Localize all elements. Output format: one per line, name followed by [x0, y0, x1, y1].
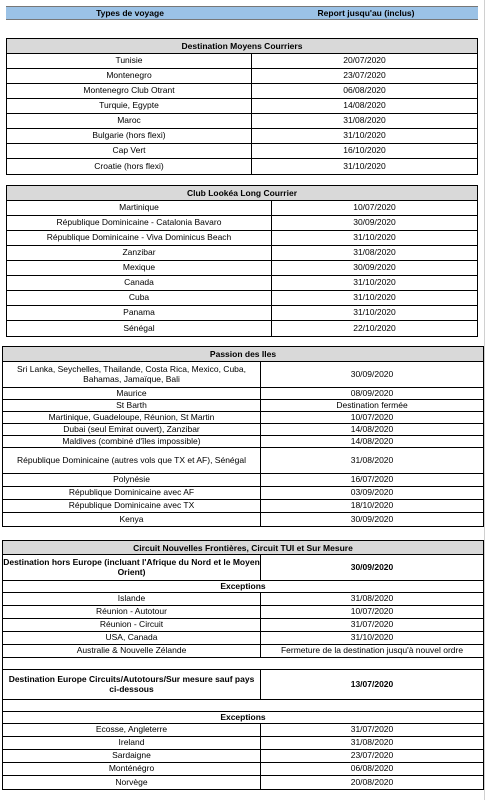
table-row [7, 99, 477, 114]
date-cell: 31/08/2020 [350, 593, 394, 604]
table-row [7, 144, 477, 159]
table-row [7, 69, 477, 84]
section-title: Passion des Iles [3, 347, 483, 362]
destination-cell: USA, Canada [3, 632, 261, 644]
table-row [3, 474, 483, 487]
section-title: Destination Moyens Courriers [7, 39, 477, 54]
table-row [3, 362, 483, 388]
date-cell: 31/10/2020 [343, 130, 386, 141]
destination-cell: Canada [7, 276, 272, 290]
date-cell: 31/08/2020 [353, 247, 396, 258]
section-title: Circuit Nouvelles Frontières, Circuit TUI et Sur Mesure [3, 541, 483, 555]
date-cell: 31/07/2020 [350, 619, 394, 630]
destination-cell: Panama [7, 306, 272, 320]
destination-cell: Ireland [3, 737, 261, 749]
date-cell: 31/08/2020 [343, 115, 386, 126]
destination-cell: République Dominicaine (autres vols que TX et AF), Sénégal [3, 448, 261, 473]
table-row [7, 54, 477, 69]
date-cell: 31/08/2020 [350, 454, 394, 465]
table-row [3, 412, 483, 424]
table-row [3, 487, 483, 500]
table-row [3, 400, 483, 412]
date-cell: 31/10/2020 [353, 232, 396, 243]
table-row [7, 216, 477, 231]
table-row [3, 632, 483, 645]
empty-cell [3, 700, 483, 711]
table-row [3, 424, 483, 436]
destination-cell: Tunisie [7, 54, 252, 68]
destination-cell: République Dominicaine avec TX [3, 500, 261, 512]
table-row [7, 201, 477, 216]
section-circuits [2, 540, 484, 790]
table-row [3, 645, 483, 658]
date-cell: 30/09/2020 [353, 217, 396, 228]
destination-cell: Réunion - Autotour [3, 606, 261, 618]
date-cell: 30/09/2020 [353, 262, 396, 273]
destination-cell: Ecosse, Angleterre [3, 724, 261, 736]
exceptions-row [3, 581, 483, 593]
destination-cell: Cuba [7, 291, 272, 305]
destination-cell: Réunion - Circuit [3, 619, 261, 631]
destination-cell: Bulgarie (hors flexi) [7, 129, 252, 143]
table-row [7, 231, 477, 246]
empty-row [3, 658, 483, 670]
destination-cell: Maurice [3, 388, 261, 399]
destination-cell: Maroc [7, 114, 252, 128]
destination-cell: Martinique [7, 201, 272, 215]
destination-cell: Montenegro [7, 69, 252, 83]
date-cell: 31/10/2020 [353, 277, 396, 288]
date-cell: 30/09/2020 [350, 513, 394, 524]
date-cell: Destination fermée [336, 399, 408, 410]
column-gridline [484, 0, 485, 800]
table-row [3, 750, 483, 763]
destination-cell: Sri Lanka, Seychelles, Thailande, Costa Rica, Mexico, Cuba, Bahamas, Jamaïque, Bali [3, 362, 261, 387]
table-row [3, 606, 483, 619]
empty-cell [3, 658, 483, 669]
destination-cell: Maldives (combiné d'îles impossible) [3, 436, 261, 447]
table-row [7, 114, 477, 129]
date-cell: 14/08/2020 [350, 423, 394, 434]
destination-cell: Kenya [3, 513, 261, 526]
exceptions-label: Exceptions [220, 580, 266, 591]
table-row [3, 555, 483, 581]
destination-cell: Islande [3, 593, 261, 605]
date-cell: 30/09/2020 [350, 561, 394, 572]
date-cell: 31/10/2020 [343, 160, 386, 171]
destination-cell: Destination Europe Circuits/Autotours/Sur mesure sauf pays ci-dessous [3, 670, 261, 699]
date-cell: 16/10/2020 [343, 145, 386, 156]
table-row [3, 436, 483, 448]
exceptions-label: Exceptions [220, 711, 266, 722]
table-row [3, 388, 483, 400]
date-cell: 31/07/2020 [350, 724, 394, 735]
empty-row [3, 700, 483, 712]
destination-cell: Norvège [3, 776, 261, 789]
table-row [7, 159, 477, 174]
table-row [7, 276, 477, 291]
table-row [7, 261, 477, 276]
table-row [7, 291, 477, 306]
date-cell: 10/07/2020 [350, 606, 394, 617]
destination-cell: Zanzibar [7, 246, 272, 260]
date-cell: 30/09/2020 [350, 368, 394, 379]
destination-cell: Sardaigne [3, 750, 261, 762]
date-cell: 23/07/2020 [350, 750, 394, 761]
table-row [3, 670, 483, 700]
table-row [3, 448, 483, 474]
date-cell: 13/07/2020 [350, 678, 394, 689]
date-cell: Fermeture de la destination jusqu'à nouvel ordre [280, 645, 464, 656]
date-cell: 10/07/2020 [353, 202, 396, 213]
date-cell: 31/08/2020 [350, 737, 394, 748]
destination-cell: Mexique [7, 261, 272, 275]
destination-cell: République Dominicaine - Viva Dominicus Beach [7, 231, 272, 245]
section-passion-des-iles [2, 346, 484, 527]
destination-cell: Australie & Nouvelle Zélande [3, 645, 261, 657]
table-row [7, 321, 477, 336]
destination-cell: Croatie (hors flexi) [7, 159, 252, 174]
section-club-lookea [6, 185, 478, 337]
destination-cell: Montenegro Club Otrant [7, 84, 252, 98]
table-row [3, 513, 483, 526]
destination-cell: République Dominicaine - Catalonia Bavaro [7, 216, 272, 230]
date-cell: 14/08/2020 [343, 100, 386, 111]
destination-cell: Sénégal [7, 321, 272, 336]
section-title: Club Lookéa Long Courrier [7, 186, 477, 201]
destination-cell: Polynésie [3, 474, 261, 486]
section-moyens-courriers [6, 38, 478, 175]
destination-cell: St Barth [3, 400, 261, 411]
table-row [7, 246, 477, 261]
date-cell: 10/07/2020 [350, 411, 394, 422]
date-cell: 03/09/2020 [350, 487, 394, 498]
destination-cell: Martinique, Guadeloupe, Réunion, St Martin [3, 412, 261, 423]
table-row [7, 306, 477, 321]
header-report-jusquau: Report jusqu'au (inclus) [317, 8, 415, 18]
table-row [7, 129, 477, 144]
date-cell: 06/08/2020 [343, 85, 386, 96]
date-cell: 22/10/2020 [353, 322, 396, 333]
date-cell: 20/07/2020 [343, 55, 386, 66]
table-row [3, 776, 483, 789]
destination-cell: République Dominicaine avec AF [3, 487, 261, 499]
table-row [3, 619, 483, 632]
table-row [3, 724, 483, 737]
date-cell: 23/07/2020 [343, 70, 386, 81]
date-cell: 31/10/2020 [353, 292, 396, 303]
destination-cell: Monténégro [3, 763, 261, 775]
date-cell: 06/08/2020 [350, 763, 394, 774]
date-cell: 16/07/2020 [350, 474, 394, 485]
header-types-de-voyage: Types de voyage [96, 8, 164, 18]
destination-cell: Dubai (seul Emirat ouvert), Zanzibar [3, 424, 261, 435]
table-row [3, 593, 483, 606]
date-cell: 31/10/2020 [353, 307, 396, 318]
date-cell: 14/08/2020 [350, 435, 394, 446]
date-cell: 31/10/2020 [350, 632, 394, 643]
table-row [3, 737, 483, 750]
date-cell: 20/08/2020 [350, 776, 394, 787]
table-row [3, 763, 483, 776]
destination-cell: Cap Vert [7, 144, 252, 158]
destination-cell: Turquie, Egypte [7, 99, 252, 113]
destination-cell: Destination hors Europe (incluant l'Afrique du Nord et le Moyen Orient) [3, 555, 261, 580]
table-row [7, 84, 477, 99]
exceptions-row [3, 712, 483, 724]
date-cell: 08/09/2020 [350, 387, 394, 398]
table-row [3, 500, 483, 513]
table-header [6, 6, 478, 20]
date-cell: 18/10/2020 [350, 500, 394, 511]
